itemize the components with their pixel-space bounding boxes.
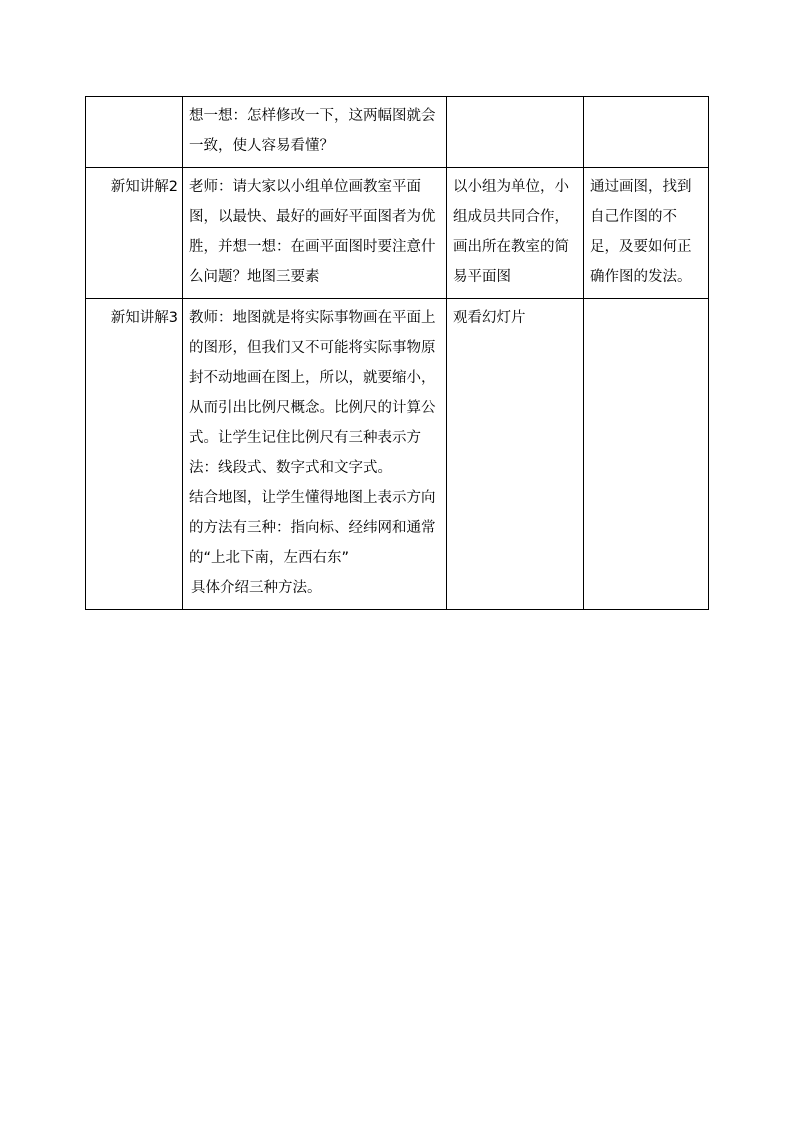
teacher-activity-cell (183, 97, 447, 168)
teacher-paragraph: 想一想：怎样修改一下，这两幅图就会一致，使人容易看懂？ (189, 108, 436, 154)
stage-cell: 新知讲解3 (86, 299, 183, 610)
lesson-plan-table (85, 96, 709, 610)
student-activity-cell: 以小组为单位，小组成员共同合作，画出所在教室的简易平面图 (447, 168, 584, 299)
student-activity-cell: 观看幻灯片 (447, 299, 584, 610)
teacher-paragraph: 教师：地图就是将实际事物画在平面上的图形，但我们又不可能将实际事物原封不动地画在图上，所以，就要缩小，从而引出比例尺概念。比例尺的计算公式。让学生记住比例尺有三种表示方法：线段式、数字式和文字式。 (189, 310, 436, 476)
stage-cell: 新知讲解2 (86, 168, 183, 299)
teacher-paragraph: 具体介绍三种方法。 (191, 580, 322, 596)
design-intent-cell (584, 97, 709, 168)
teacher-paragraph: 老师：请大家以小组单位画教室平面图，以最快、最好的画好平面图者为优胜，并想一想：在画平面图时要注意什么问题？地图三要素 (189, 179, 436, 285)
student-activity-cell (447, 97, 584, 168)
stage-cell (86, 97, 183, 168)
design-intent-cell (584, 299, 709, 610)
teacher-paragraph: 结合地图，让学生懂得地图上表示方向的方法有三种：指向标、经纬网和通常的“上北下南，左西右东” (189, 490, 436, 566)
design-intent-cell: 通过画图，找到自己作图的不足，及要如何正确作图的发法。 (584, 168, 709, 299)
table-row (86, 168, 709, 299)
teacher-activity-cell (183, 168, 447, 299)
table-row (86, 97, 709, 168)
table-row (86, 299, 709, 610)
teacher-activity-cell (183, 299, 447, 610)
